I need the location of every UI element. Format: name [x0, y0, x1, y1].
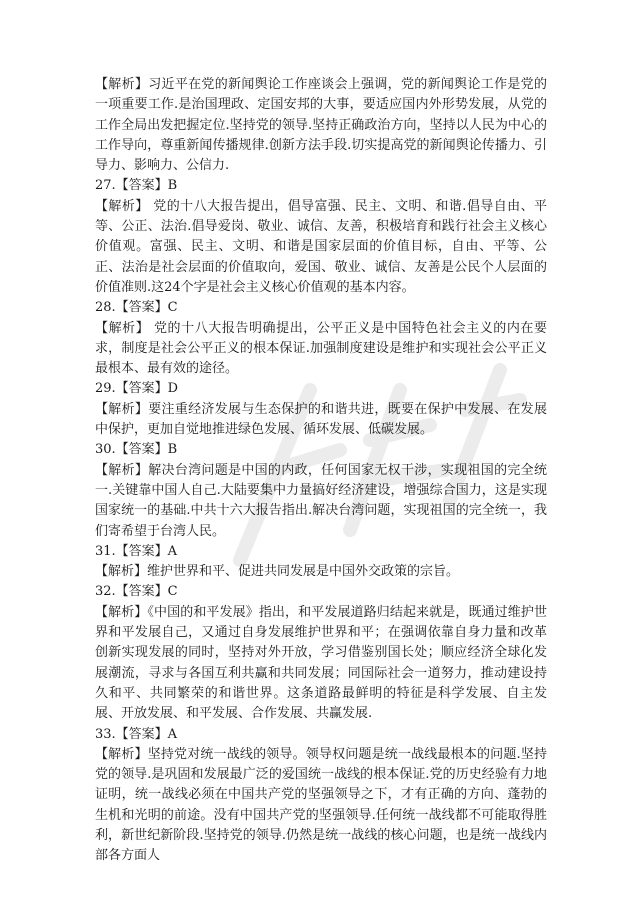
analysis-paragraph: 【解析】坚持党对统一战线的领导。领导权问题是统一战线最根本的问题.坚持党的领导.是巩固和发展最广泛的爱国统一战线的根本保证.党的历史经验有力地证明，统一战线必须在中国共产党的坚强领导之下，才有正确的方向、蓬勃的生机和光明的前途。没有中国共产党的坚强领导.任何统一战线都不可能取得胜利，新世纪新阶段.坚持党的领导.仍然是统一战线的核心问题，也是统一战线内部各方面人: [95, 746, 547, 864]
answer-line: 31.【答案】A: [95, 543, 178, 559]
answer-line: 32.【答案】C: [95, 584, 178, 600]
analysis-paragraph: 【解析】 党的十八大报告提出，倡导富强、民主、文明、和谐.倡导自由、平等、公正、法治.倡导爱岗、敬业、诚信、友善，积极培育和践行社会主义核心价值观。富强、民主、文明、和谐是国家层面的价值目标，自由、平等、公正、法治是社会层面的价值取向，爱国、敬业、诚信、友善是公民个人层面的价值准则.这24个字是社会主义核心价值观的基本内容。: [95, 198, 547, 295]
analysis-paragraph: 【解析】 党的十八大报告明确提出，公平正义是中国特色社会主义的内在要求，制度是社会公平正义的根本保证.加强制度建设是维护和实现社会公平正义最根本、最有效的途径。: [95, 320, 547, 377]
analysis-paragraph: 【解析】《中国的和平发展》指出，和平发展道路归结起来就是，既通过维护世界和平发展自己，又通过自身发展维护世界和平；在强调依靠自身力量和改革创新实现发展的同时，坚持对外开放，学习借鉴别国长处；顺应经济全球化发展潮流，寻求与各国互利共赢和共同发展；同国际社会一道努力，推动建设持久和平、共同繁荣的和谐世界。这条道路最鲜明的特征是科学发展、自主发展、开放发展、和平发展、合作发展、共赢发展.: [95, 604, 547, 722]
answer-line: 27.【答案】B: [95, 178, 178, 194]
answer-line: 28.【答案】C: [95, 300, 178, 316]
answer-line: 29.【答案】D: [95, 381, 179, 397]
answer-line: 33.【答案】A: [95, 726, 178, 742]
answer-line: 30.【答案】B: [95, 442, 178, 458]
analysis-paragraph: 【解析】习近平在党的新闻舆论工作座谈会上强调，党的新闻舆论工作是党的一项重要工作.是治国理政、定国安邦的大事，要适应国内外形势发展，从党的工作全局出发把握定位.坚持党的领导.坚持正确政治方向，坚持以人民为中心的工作导向，尊重新闻传播规律.创新方法手段.切实提高党的新闻舆论传播力、引导力、影响力、公信力.: [95, 77, 547, 174]
analysis-paragraph: 【解析】解决台湾问题是中国的内政，任何国家无权干涉，实现祖国的完全统一.关键靠中国人自己.大陆要集中力量搞好经济建设，增强综合国力，这是实现国家统一的基础.中共十六大报告指出.解决台湾问题，实现祖国的完全统一，我们寄希望于台湾人民。: [95, 462, 547, 539]
analysis-paragraph: 【解析】要注重经济发展与生态保护的和谐共进，既要在保护中发展、在发展中保护，更加自觉地推进绿色发展、循环发展、低碳发展。: [95, 401, 547, 438]
answer-analysis-text: [95, 75, 547, 867]
analysis-paragraph: 【解析】维护世界和平、促进共同发展是中国外交政策的宗旨。: [95, 564, 460, 580]
